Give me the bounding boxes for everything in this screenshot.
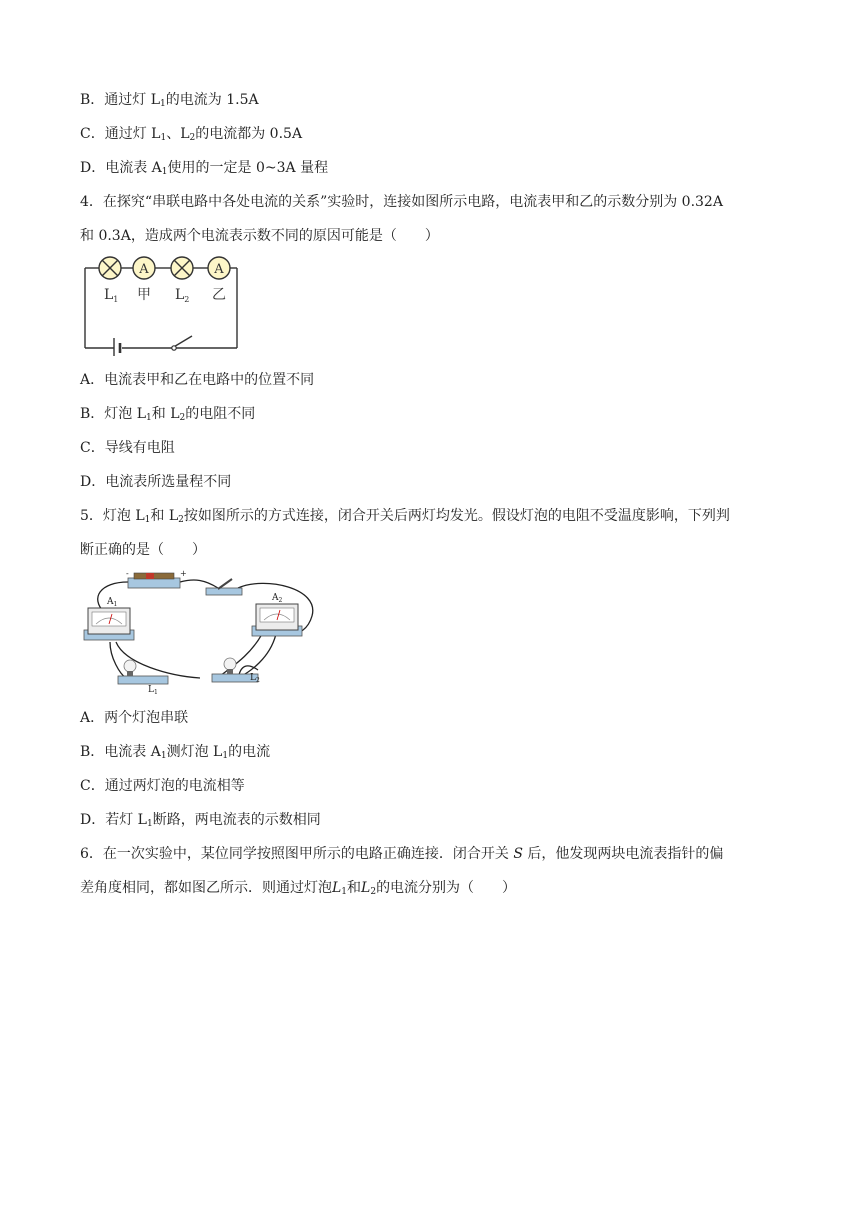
switch-photo: [206, 579, 242, 595]
q4-circuit-diagram: [80, 256, 250, 356]
q4-option-d: D．电流表所选量程不同: [80, 474, 232, 490]
q6-stem-line2: 差角度相同，都如图乙所示．则通过灯泡$L_1$和$L_2$的电流分别为（ ）: [80, 880, 517, 897]
label-l1-photo: $L_1$: [148, 685, 158, 694]
q3-option-d: D．电流表 $A_1$使用的一定是 0~3A 量程: [80, 160, 329, 177]
battery-minus: -: [126, 569, 129, 578]
lamp-l1-symbol: [99, 257, 121, 279]
label-yi: 乙: [212, 287, 226, 303]
ammeter-yi-letter: A: [214, 262, 224, 277]
q5-stem-line2: 断正确的是（ ）: [80, 542, 206, 558]
q4-option-c: C．导线有电阻: [80, 440, 175, 456]
ammeter-yi-symbol: [208, 257, 230, 279]
q6-stem-line1: 6．在一次实验中，某位同学按照图甲所示的电路正确连接．闭合开关 S 后，他发现两块电流表指针的偏: [80, 846, 724, 862]
lamp-l2-photo: [212, 658, 260, 684]
label-l2: $L_2$: [175, 287, 190, 304]
q3-option-b: B．通过灯 $L_1$的电流为 1.5A: [80, 92, 259, 109]
ammeter-a1-photo: [84, 597, 134, 640]
lamp-l2-symbol: [171, 257, 193, 279]
label-jia: 甲: [137, 287, 151, 303]
battery-symbol: [114, 338, 120, 356]
q4-stem-line2: 和 0.3A，造成两个电流表示数不同的原因可能是（ ）: [80, 228, 439, 244]
q5-stem-line1: 5．灯泡 $L_1$和 $L_2$按如图所示的方式连接，闭合开关后两灯均发光。假设灯泡的电阻不受温度影响，下列判: [80, 508, 730, 525]
ammeter-a2-photo: [252, 593, 302, 636]
label-a2: $A_2$: [272, 593, 283, 604]
q6-switch-symbol: S: [513, 846, 523, 862]
q5-option-d: D．若灯 $L_1$断路，两电流表的示数相同: [80, 812, 321, 829]
label-l1: $L_1$: [104, 287, 119, 304]
label-l2-photo: $L_2$: [250, 673, 260, 684]
ammeter-jia-letter: A: [139, 262, 149, 277]
q5-option-b: B．电流表 $A_1$测灯泡 $L_1$的电流: [80, 744, 271, 761]
q5-option-c: C．通过两灯泡的电流相等: [80, 778, 245, 794]
q3-option-c: C．通过灯 $L_1$、$L_2$的电流都为 0.5A: [80, 126, 303, 143]
q4-option-a: A．电流表甲和乙在电路中的位置不同: [80, 372, 315, 388]
battery-box: [126, 569, 187, 588]
ammeter-jia-symbol: [133, 257, 155, 279]
q4-stem-line1: 4．在探究“串联电路中各处电流的关系”实验时，连接如图所示电路，电流表甲和乙的示数分别为 0.32A: [80, 194, 723, 210]
battery-plus: +: [180, 569, 187, 578]
q5-option-a: A．两个灯泡串联: [80, 710, 189, 726]
q5-circuit-photo: [80, 568, 322, 694]
q4-option-b: B．灯泡 $L_1$和 $L_2$的电阻不同: [80, 406, 256, 423]
label-a1: $A_1$: [107, 597, 118, 608]
